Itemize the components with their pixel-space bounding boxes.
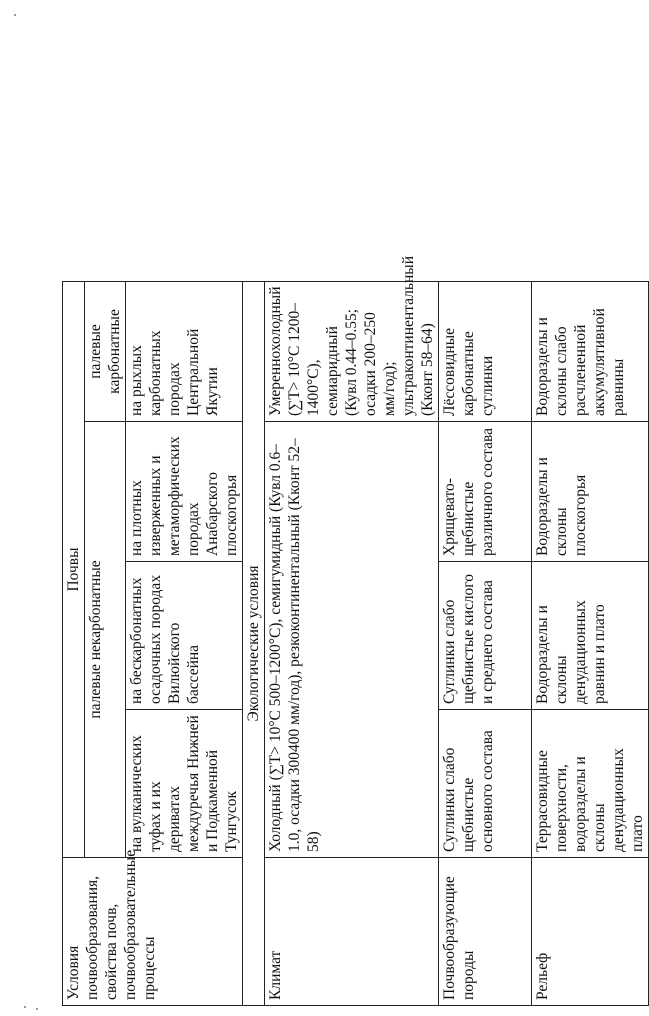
- table-row-relief: [532, 15, 649, 1005]
- carbonate-group-header: палевые карбонатные: [85, 281, 126, 421]
- parent-rocks-cell-3: Хрящевато-щебнистые различного состава: [439, 422, 532, 562]
- column-header-central-yakutia: на рыхлых карбонатных породах Центральной Якутии: [126, 281, 243, 421]
- column-header-vilyui: на бескарбонатных осадочных породах Вилюйского бассейна: [126, 562, 243, 710]
- relief-cell-4: Водоразделы и склоны слабо расчлененной аккумулятивной равнины: [532, 281, 649, 421]
- section-row: [243, 15, 265, 1005]
- relief-cell-1: Террасовидные поверхности, водоразделы и склоны денудационных плато: [532, 710, 649, 858]
- noncarbonate-group-header: палевые некарбонатные: [85, 422, 126, 858]
- column-header-volcanic: на вулканических туфах и их дериватах междуречья Нижней и Подкаменной Тунгусок: [126, 710, 243, 858]
- table-row-parent-rocks: [439, 15, 532, 1005]
- scan-speck: [36, 1008, 38, 1010]
- parent-rocks-cell-4: Лёссовидные карбонатные суглинки: [439, 281, 532, 421]
- table-row-climate: [265, 15, 439, 1005]
- header-row-3: [126, 15, 243, 1005]
- soils-header-cell: Почвы: [63, 281, 85, 857]
- climate-noncarbonate-cell: Холодный (∑T> 10°C 500–1200°C), семигумидный (Кувл 0.6–1.0, осадки 300400 мм/год), резкоконтинентальный (Кконт 52–58): [265, 422, 439, 858]
- relief-cell-3: Водоразделы и склоны плоскогорья: [532, 422, 649, 562]
- soil-conditions-table: [62, 15, 649, 1006]
- scan-speck: [24, 1006, 26, 1008]
- parent-rocks-cell-1: Суглинки слабо щебнистые основного состава: [439, 710, 532, 858]
- relief-cell-2: Водоразделы и склоны денудационных равнин и плато: [532, 562, 649, 710]
- climate-carbonate-cell: Умереннохолодный (∑T> 10°C 1200–1400°C), семиаридный (Кувл 0.44–0.55; осадки 200–250 мм/год); ультраконтинентальный (Кконт 58–64): [265, 281, 439, 421]
- conditions-header-cell: Условия почвообразования, свойства почв, почвообразовательные процессы: [63, 858, 243, 1006]
- header-row-1: [63, 15, 85, 1005]
- row-label-relief: Рельеф: [532, 858, 649, 1006]
- column-header-anabar: на плотных изверженных и метаморфических породах Анабарского плоскогорья: [126, 422, 243, 562]
- section-title: Экологические условия: [243, 281, 265, 1005]
- scan-speck: [14, 14, 16, 16]
- header-row-2: [85, 15, 126, 1005]
- parent-rocks-cell-2: Суглинки слабо щебнистые кислого и среднего состава: [439, 562, 532, 710]
- row-label-parent-rocks: Почвообразующие породы: [439, 858, 532, 1006]
- row-label-climate: Климат: [265, 858, 439, 1006]
